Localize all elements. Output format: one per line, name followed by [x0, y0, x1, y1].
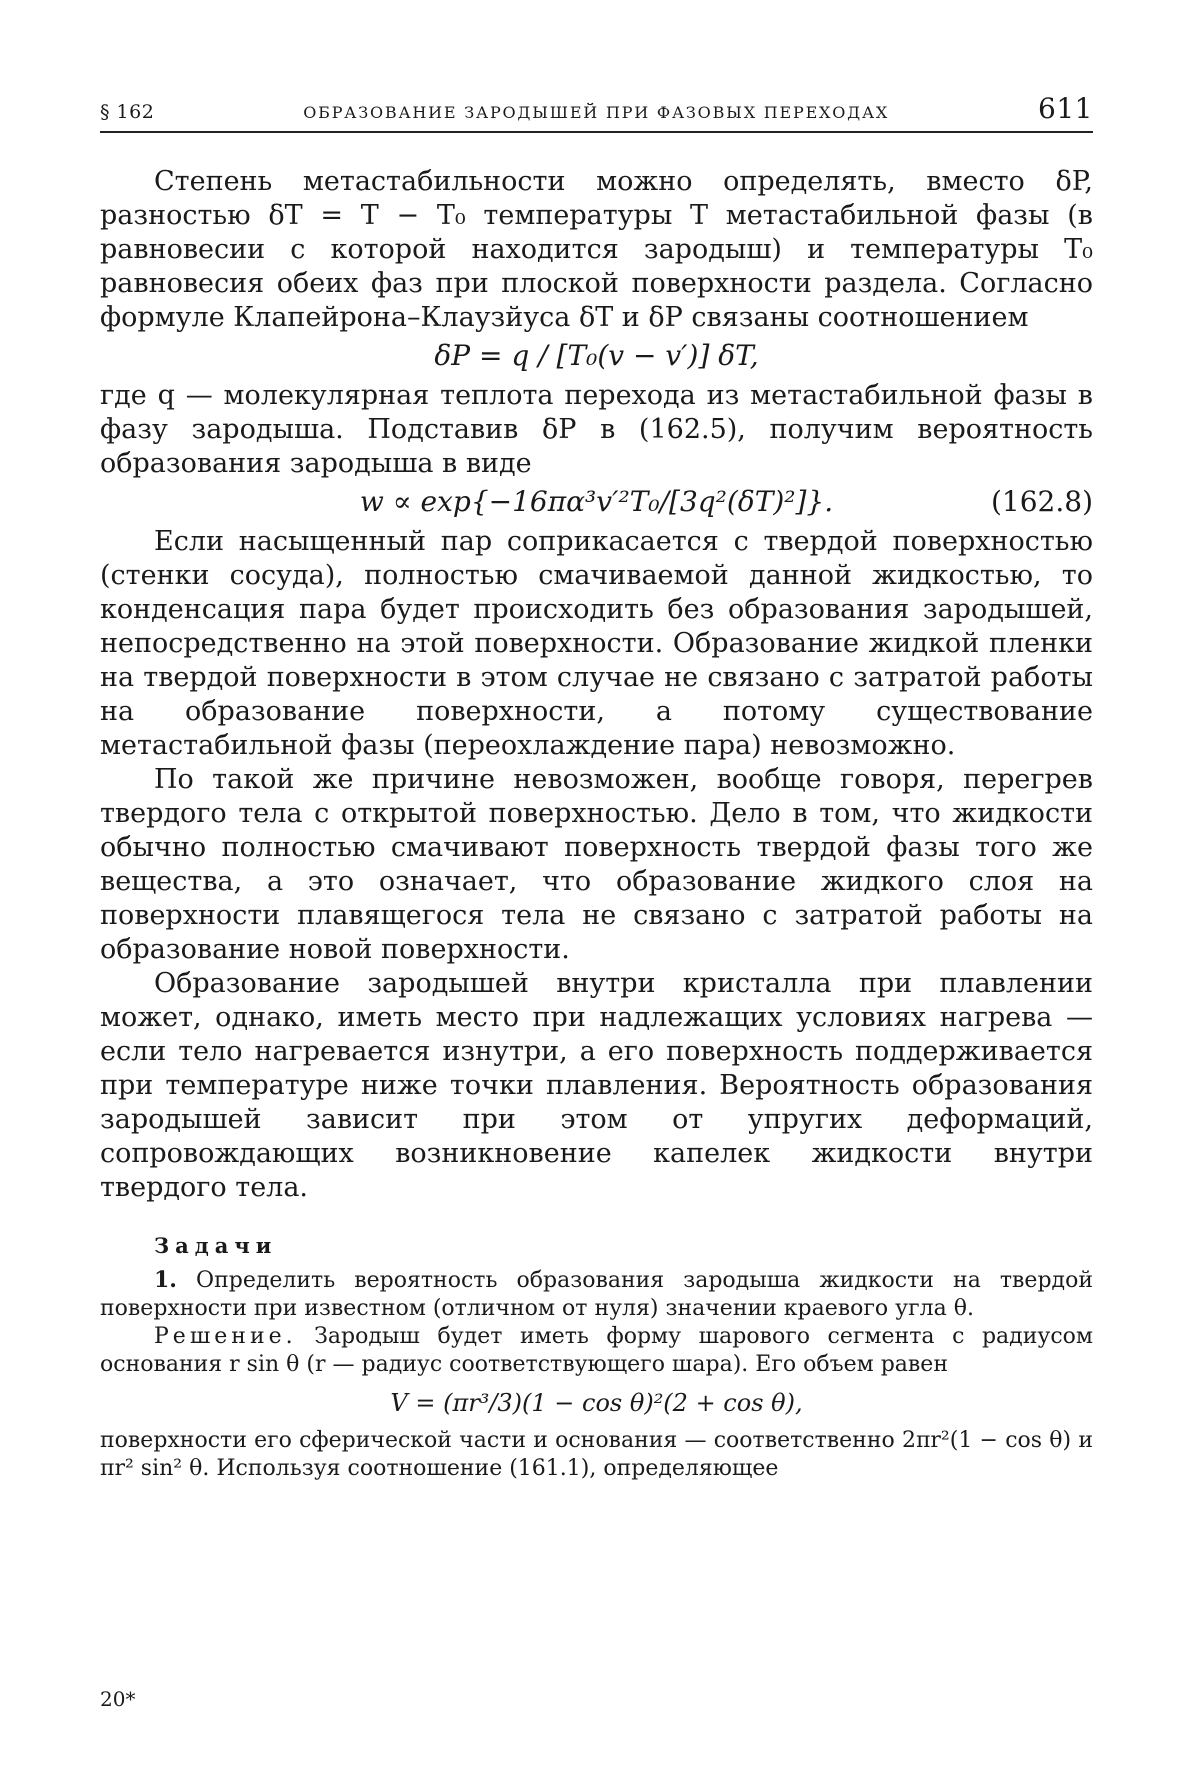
problems-text [100, 1266, 1093, 1483]
solution [100, 1323, 1093, 1379]
equation-162-8-body: w ∝ exp{−16πα³v′²T₀/[3q²(δT)²]}. [359, 485, 834, 518]
page [100, 92, 1093, 1483]
page-number: 611 [1038, 92, 1093, 125]
equation-162-8 [100, 485, 1093, 519]
solution-continued: поверхности его сферической части и основания — соответственно 2πr²(1 − cos θ) и πr² sin² θ. Используя соотношение (161.1), определяющее [100, 1428, 1093, 1481]
equation-clapeyron: δP = q / [T₀(v − v′)] δT, [434, 339, 759, 372]
paragraph-3: Если насыщенный пар соприкасается с твердой поверхностью (стенки сосуда), полностью смачиваемой данной жидкостью, то конденсация пара будет происходить без образования зародышей, непосредственно на этой поверхности. Образование жидкой пленки на твердой поверхности в этом случае не связано с затратой работы на образование поверхности, а потому существование метастабильной фазы (переохлаждение пара) невозможно. [100, 526, 1093, 761]
paragraph-4: По такой же причине невозможен, вообще говоря, перегрев твердого тела с открытой поверхностью. Дело в том, что жидкости обычно полностью смачивают поверхность твердой фазы того же вещества, а это означает, что образование жидкого слоя на поверхности плавящегося тела не связано с затратой работы на образование новой поверхности. [100, 764, 1093, 965]
problem-1-text: Определить вероятность образования зародыша жидкости на твердой поверхности при известном (отличном от нуля) значении краевого угла θ. [100, 1268, 1093, 1321]
running-title: ОБРАЗОВАНИЕ ЗАРОДЫШЕЙ ПРИ ФАЗОВЫХ ПЕРЕХОДАХ [303, 103, 890, 122]
paragraph-1: Степень метастабильности можно определять, вместо δP, разностью δT = T − T₀ температуры T метастабильной фазы (в равновесии с которой находится зародыш) и температуры T₀ равновесия обеих фаз при плоской поверхности раздела. Согласно формуле Клапейрона–Клаузйуса δT и δP связаны соотношением [100, 166, 1093, 333]
solution-text: Зародыш будет иметь форму шарового сегмента с радиусом основания r sin θ (r — радиус соответствующего шара). Его объем равен [100, 1324, 1093, 1377]
problem-number: 1. [154, 1267, 177, 1293]
solution-label: Решение. [154, 1324, 297, 1349]
paragraph-2: где q — молекулярная теплота перехода из метастабильной фазы в фазу зародыша. Подставив δP в (162.5), получим вероятность образования зародыша в виде [100, 380, 1093, 479]
main-text [100, 165, 1093, 1205]
problems-heading: Задачи [154, 1233, 278, 1258]
signature-mark: 20* [100, 1687, 136, 1711]
paragraph-5: Образование зародышей внутри кристалла при плавлении может, однако, иметь место при надлежащих условиях нагрева — если тело нагревается изнутри, а его поверхность поддерживается при температуре ниже точки плавления. Вероятность образования зародышей зависит при этом от упругих деформаций, сопровождающих возникновение капелек жидкости внутри твердого тела. [100, 968, 1093, 1203]
equation-volume: V = (πr³/3)(1 − cos θ)²(2 + cos θ), [390, 1389, 803, 1417]
equation-number: (162.8) [990, 485, 1093, 518]
problem-1 [100, 1266, 1093, 1323]
running-head [100, 92, 1093, 133]
section-number: § 162 [100, 101, 155, 123]
